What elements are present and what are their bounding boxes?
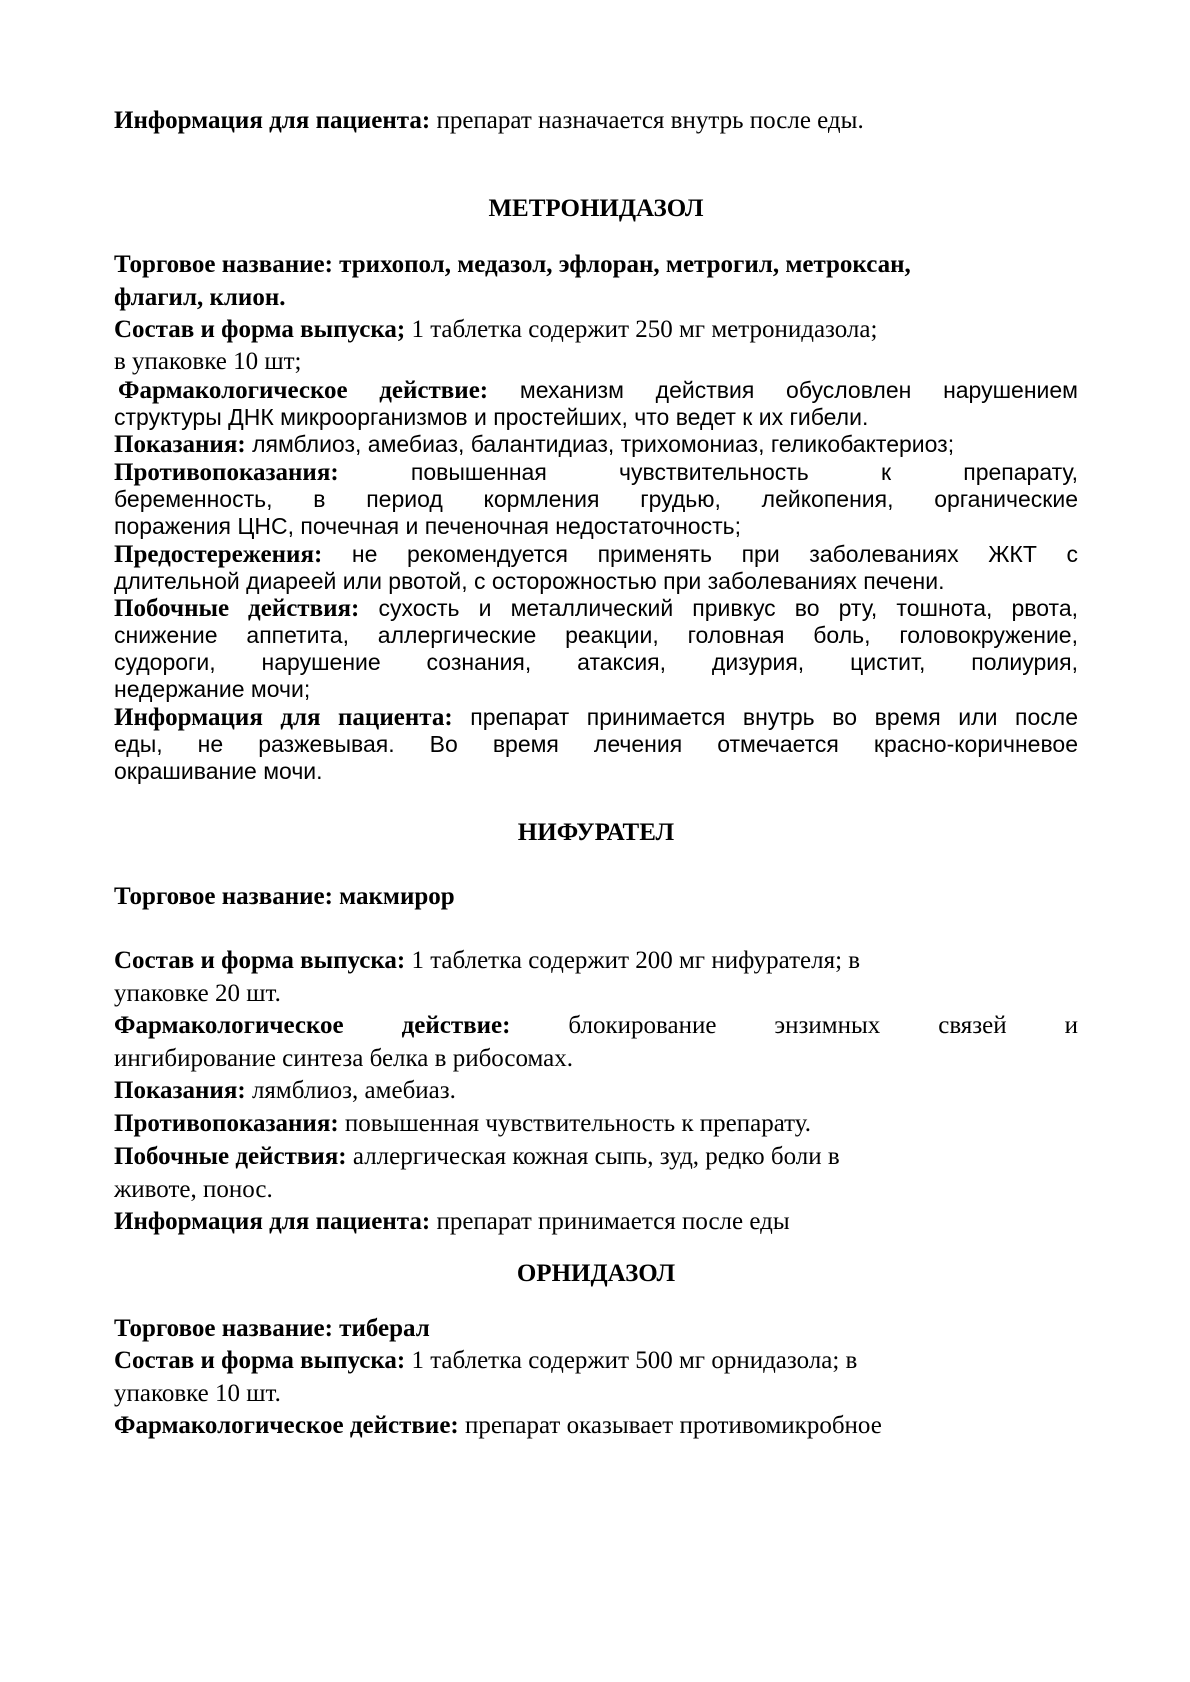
trade-name: Торговое название: трихопол, медазол, эфлоран, метрогил, метроксан, [114, 251, 911, 278]
intro-info: Информация для пациента: препарат назначается внутрь после еды. [114, 107, 864, 134]
side-effects-cont: судороги, нарушение сознания, атаксия, дизурия, цистит, полиурия, [114, 649, 1078, 675]
section-title-nifuratel: НИФУРАТЕЛ [517, 819, 675, 846]
indications: Показания: лямблиоз, амебиаз, балантидиаз, трихомониаз, геликобактериоз; [114, 431, 955, 458]
patient-info-cont: еды, не разжевывая. Во время лечения отмечается красно-коричневое [114, 731, 1078, 757]
composition-cont: упаковке 10 шт. [114, 1380, 281, 1407]
pharm-action: Фармакологическое действие: препарат оказывает противомикробное [114, 1412, 882, 1439]
pharm-action-cont: структуры ДНК микроорганизмов и простейших, что ведет к их гибели. [114, 404, 869, 430]
side-effects-cont: недержание мочи; [114, 676, 311, 702]
contraindications-cont: поражения ЦНС, почечная и печеночная недостаточность; [114, 513, 741, 539]
precautions: Предостережения: не рекомендуется применять при заболеваниях ЖКТ с [114, 541, 1078, 568]
trade-name: Торговое название: макмирор [114, 883, 455, 910]
contraindications: Противопоказания: повышенная чувствительность к препарату, [114, 459, 1078, 486]
patient-info: Информация для пациента: препарат принимается внутрь во время или после [114, 704, 1079, 731]
side-effects-cont: животе, понос. [114, 1176, 273, 1203]
side-effects: Побочные действия: аллергическая кожная сыпь, зуд, редко боли в [114, 1143, 840, 1170]
trade-name-cont: флагил, клион. [114, 284, 286, 311]
composition: Состав и форма выпуска: 1 таблетка содержит 500 мг орнидазола; в [114, 1347, 858, 1374]
side-effects-cont: снижение аппетита, аллергические реакции, головная боль, головокружение, [114, 622, 1078, 648]
patient-info: Информация для пациента: препарат принимается после еды [114, 1208, 790, 1235]
precautions-cont: длительной диареей или рвотой, с осторожностью при заболеваниях печени. [114, 568, 945, 594]
contraindications-cont: беременность, в период кормления грудью, лейкопения, органические [114, 486, 1078, 512]
composition: Состав и форма выпуска: 1 таблетка содержит 200 мг нифурателя; в [114, 947, 861, 974]
indications: Показания: лямблиоз, амебиаз. [114, 1077, 456, 1104]
trade-name: Торговое название: тиберал [114, 1315, 430, 1342]
pharm-action: Фармакологическое действие: блокирование энзимных связей и [114, 1012, 1078, 1039]
section-title-metronidazole: МЕТРОНИДАЗОЛ [488, 195, 704, 222]
pharm-action-cont: ингибирование синтеза белка в рибосомах. [114, 1045, 574, 1072]
composition: Состав и форма выпуска; 1 таблетка содержит 250 мг метронидазола; [114, 316, 878, 343]
section-title-ornidazole: ОРНИДАЗОЛ [516, 1260, 676, 1287]
side-effects: Побочные действия: сухость и металлический привкус во рту, тошнота, рвота, [114, 595, 1078, 622]
composition-cont: упаковке 20 шт. [114, 980, 281, 1007]
composition-cont: в упаковке 10 шт; [114, 348, 302, 375]
patient-info-cont: окрашивание мочи. [114, 758, 323, 784]
pharm-action: Фармакологическое действие: механизм действия обусловлен нарушением [118, 377, 1078, 404]
contraindications: Противопоказания: повышенная чувствительность к препарату. [114, 1110, 811, 1137]
